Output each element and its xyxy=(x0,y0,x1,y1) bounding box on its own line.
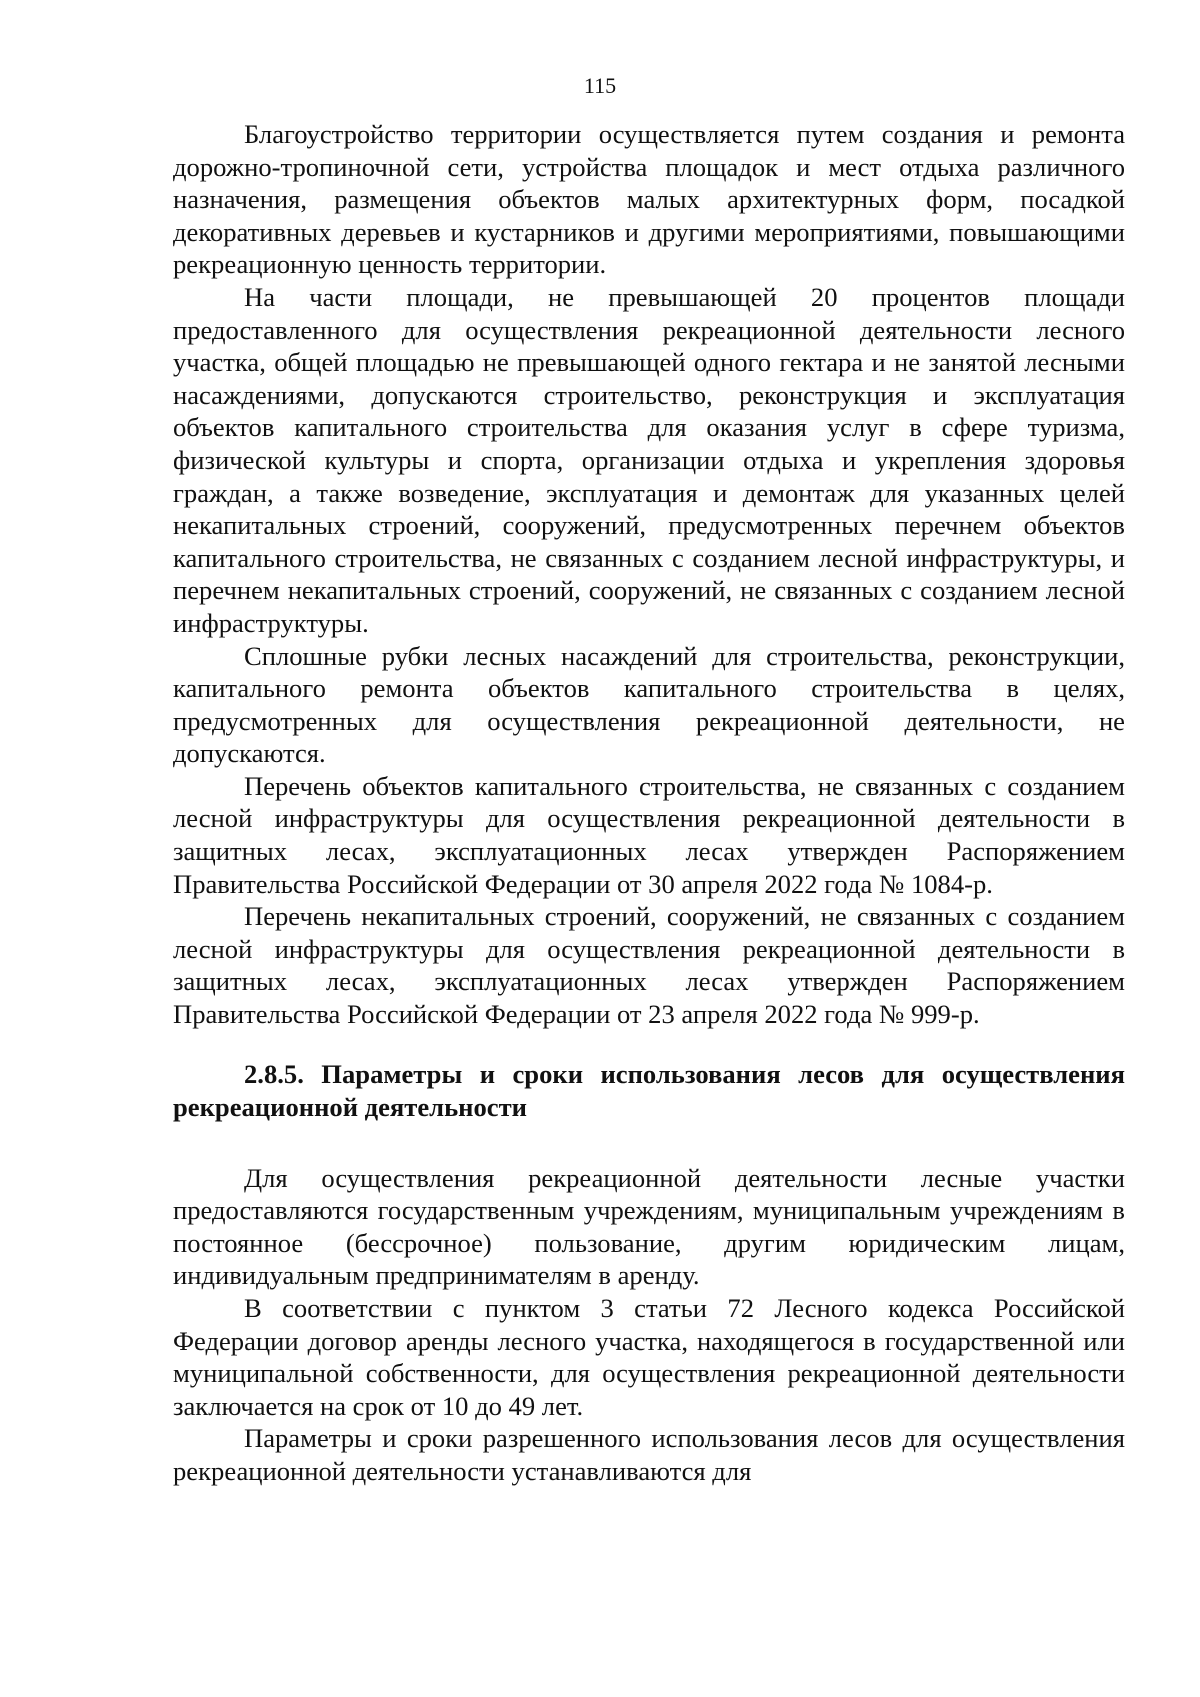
page-number: 115 xyxy=(583,73,617,98)
paragraph-provision: Для осуществления рекреационной деятельности лесные участки предоставляются государственным учреждениям, муниципальным учреждениям в постоянное (бессрочное) пользование, другим юридическим лицам, индивидуальным предпринимателям в аренду. xyxy=(173,1162,1125,1291)
page-body xyxy=(173,118,1125,1488)
section-spacer xyxy=(173,1124,1125,1162)
paragraph-construction-allowance: На части площади, не превышающей 20 процентов площади предоставленного для осуществления рекреационной деятельности лесного участка, общей площадью не превышающей одного гектара и не занятой лесными насаждениями, допускаются строительство, реконструкция и эксплуатация объектов капитального строительства для оказания услуг в сфере туризма, физической культуры и спорта, организации отдыха и укрепления здоровья граждан, а также возведение, эксплуатация и демонтаж для указанных целей некапитальных строений, сооружений, предусмотренных перечнем объектов капитального строительства, не связанных с созданием лесной инфраструктуры, и перечнем некапитальных строений, сооружений, не связанных с созданием лесной инфраструктуры. xyxy=(173,281,1125,638)
paragraph-lease-term: В соответствии с пунктом 3 статьи 72 Лесного кодекса Российской Федерации договор аренды лесного участка, находящегося в государственной или муниципальной собственности, для осуществления рекреационной деятельности заключается на срок от 10 до 49 лет. xyxy=(173,1293,1125,1421)
section-heading: 2.8.5. Параметры и сроки использования лесов для осуществления рекреационной деятельности xyxy=(173,1058,1125,1122)
paragraph-clear-cutting: Сплошные рубки лесных насаждений для строительства, реконструкции, капитального ремонта объектов капитального строительства в целях, предусмотренных для осуществления рекреационной деятельности, не допускаются. xyxy=(173,640,1125,769)
paragraph-landscaping: Благоустройство территории осуществляется путем создания и ремонта дорожно-тропиночной сети, устройства площадок и мест отдыха различного назначения, размещения объектов малых архитектурных форм, посадкой декоративных деревьев и кустарников и другими мероприятиями, повышающими рекреационную ценность территории. xyxy=(173,119,1125,280)
paragraph-noncapital-objects-list: Перечень некапитальных строений, сооружений, не связанных с созданием лесной инфраструктуры для осуществления рекреационной деятельности в защитных лесах, эксплуатационных лесах утвержден Распоряжением Правительства Российской Федерации от 23 апреля 2022 года № 999-р. xyxy=(173,901,1125,1030)
paragraph-parameters: Параметры и сроки разрешенного использования лесов для осуществления рекреационной деятельности устанавливаются для xyxy=(173,1423,1125,1486)
paragraph-capital-objects-list: Перечень объектов капитального строительства, не связанных с созданием лесной инфраструктуры для осуществления рекреационной деятельности в защитных лесах, эксплуатационных лесах утвержден Распоряжением Правительства Российской Федерации от 30 апреля 2022 года № 1084-р. xyxy=(173,770,1125,899)
